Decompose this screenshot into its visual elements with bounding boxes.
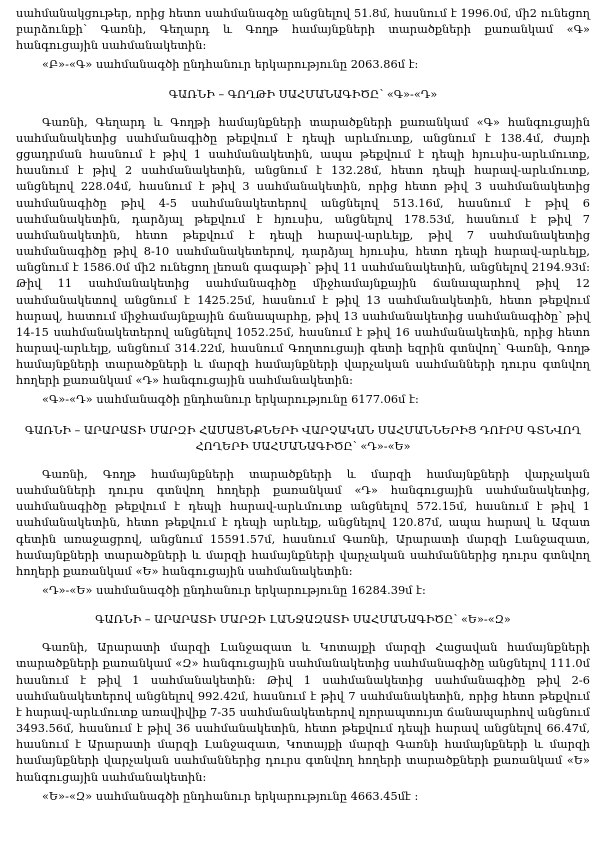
paragraph-8: «Ե»-«Զ» սահմանագծի ընդհանուր երկարությունը 4663.45մէ : <box>42 789 419 803</box>
paragraph-7: Գառնի, Արարատի մարզի Լանջազատ և Կոտայքի մարզի Հացավան համայնքների տարածքների քառանկամ «Զ» հանգուցային սահմանակետից սահմանագիծը անցնելով 111.0մ հասնում է թիվ 1 սահմանակետին: Թիվ 1 սահմանակետից սահմանագիծը թիվ 2-6 սահմանակետերով անցնելով 992.42մ, հասնում է թիվ 7 սահմանակետին, որից հետո թեքվում է հարավ-արևմուտք առավիվիք 7-35 սահմանակետերով ոլորապտույտ ճանապարհով անցնում 3493.56մ, հասնում է թիվ 36 սահմանակետին, հետո թեքվում դեպի հարավ անցնելով 66.47մ, հասնում է Արարատի մարզի Լանջազատ, Կոտայքի մարզի Գառնի համայնքների և մարզի համայնքների վարչական սահմաններից դուրս գտնվող հողերի տարածքների քառանկամ «Ե» հանգուցային սահմանակետին: <box>16 641 590 784</box>
paragraph-1: սահմանակցութեր, որից հետո սահմանագծը անցնելով 51.8մ, հասնում է 1996.0մ, մի2 ունեցող բարձունքի՝ Գառնի, Գեղարդ և Գողթ համայնքների տարածքների քառանկամ «Գ» հանգուցային սահմանակետին: <box>16 7 590 53</box>
section-heading-ararat-lands: ԳԱՌՆԻ – ԱՐԱՐԱՏԻ ՄԱՐԶԻ ՀԱՄԱՅՆՔՆԵՐԻ ՎԱՐՉԱԿԱՆ ՍԱՀՄԱՆՆԵՐԻՑ ԴՈՒՐՍ ԳՏՆՎՈՂ ՀՈՂԵՐԻ ՍԱՀՄԱՆԱԳԻԾԸ՝ «Դ»-«Ե» <box>24 423 582 453</box>
paragraph-5: Գառնի, Գողթ համայնքների տարածքների և մարզի համայնքների վարչական սահմանների դուրս գտնվող հողերի քառանկամ «Դ» հանգուցային սահմանակետից, սահմանագիծը թեքվում է դեպի հարավ-արևմուտք անցնելով 572.15մ, հասնում է թիվ 1 սահմանակետին, հետո թեքվում է դեպի արևելք, անցնելով 120.87մ, ապա հարավ և Ազատ գետին առաջացրով, անցնում 15591.57մ, հասնում Գառնի, Արարատի մարզի Լանջազատ, համայնքների տարածքների և մարզի համայնքների վարչական սահմաններից դուրս գտնվող հողերի քառանկամ «Ե» հանգուցային սահմանակետին: <box>16 467 590 578</box>
paragraph-4: «Գ»-«Դ» սահմանագծի ընդհանուր երկարությունը 6177.06մ է: <box>42 393 419 407</box>
paragraph-6: «Դ»-«Ե» սահմանագծի ընդհանուր երկարությունը 16284.39մ է: <box>42 584 426 597</box>
section-heading-garni-goght: ԳԱՌՆԻ – ԳՈՂԹԻ ՍԱՀՄԱՆԱԳԻԾԸ՝ «Գ»-«Դ» <box>168 87 438 101</box>
section-heading-lanjazat: ԳԱՌՆԻ – ԱՐԱՐԱՏԻ ՄԱՐԶԻ ԼԱՆՋԱԶԱՏԻ ՍԱՀՄԱՆԱԳԻԾԸ՝ «Ե»-«Զ» <box>95 613 511 627</box>
paragraph-2: «Բ»-«Գ» սահմանագծի ընդհանուր երկարությունը 2063.86մ է: <box>42 58 419 72</box>
paragraph-3: Գառնի, Գեղարդ և Գողթի համայնքների տարածքների քառանկամ «Գ» հանգուցային սահմանակետից սահմանագիծը թեքվում է դեպի արևմուտք, անցնում է 138.4մ, ժայռի ցցադրման հասնում է թիվ 1 սահմանակետին, ապա թեքվում է դեպի հյուսիս-արևմուտք, հասնում է թիվ 2 սահմանակետին, անցնում է 132.28մ, հետո դեպի հարավ-արևմուտք, անցնելով 228.04մ, հասնում է թիվ 3 սահմանակետին, որից հետո թիվ 3 սահմանակետից սահմանագիծը թիվ 4-5 սահմանակետերով անցնելով 513.16մ, հասնում է թիվ 6 սահմանակետին, դարձյալ թեքվում է հյուսիս, անցնելով 178.53մ, հասնում է թիվ 7 սահմանակետին, հետո թեքվում է դեպի հարավ-արևելք, թիվ 7 սահմանակետից սահմանագիծը թիվ 8-10 սահմանակետերով, դարձյալ հյուսիս, հետո դեպի հարավ-արևելք, անցնում է 1586.0մ մի2 ունեցող լեռան գագաթի՝ թիվ 11 սահմանակետին, անցնելով 2194.93մ: Թիվ 11 սահմանակետից սահմանագիծը միջհամայնքային ճանապարհով թիվ 12 սահմանակետով անցնում է 1425.25մ, հասնում է թիվ 13 սահմանակետին, հետո թեքվում հարավ, հատում միջհամայնքային ճանապարհը, թիվ 13 սահմանակետից սահմանագիծը՝ թիվ 14-15 սահմանակետերով անցնելով 1052.25մ, հասնում է թիվ 16 սահմանակետին, որից հետո հարավ-արևելք, անցնում 314.22մ, հասնում Գողտուցայի գետի եզրին գտնվող՝ Գառնի, Գողթ համայնքների տարածքների և մարզի համայնքների վարչական սահմանների դուրս գտնվող հողերի քառանկամ «Դ» հանգուցային սահմանակետին: <box>16 115 590 388</box>
